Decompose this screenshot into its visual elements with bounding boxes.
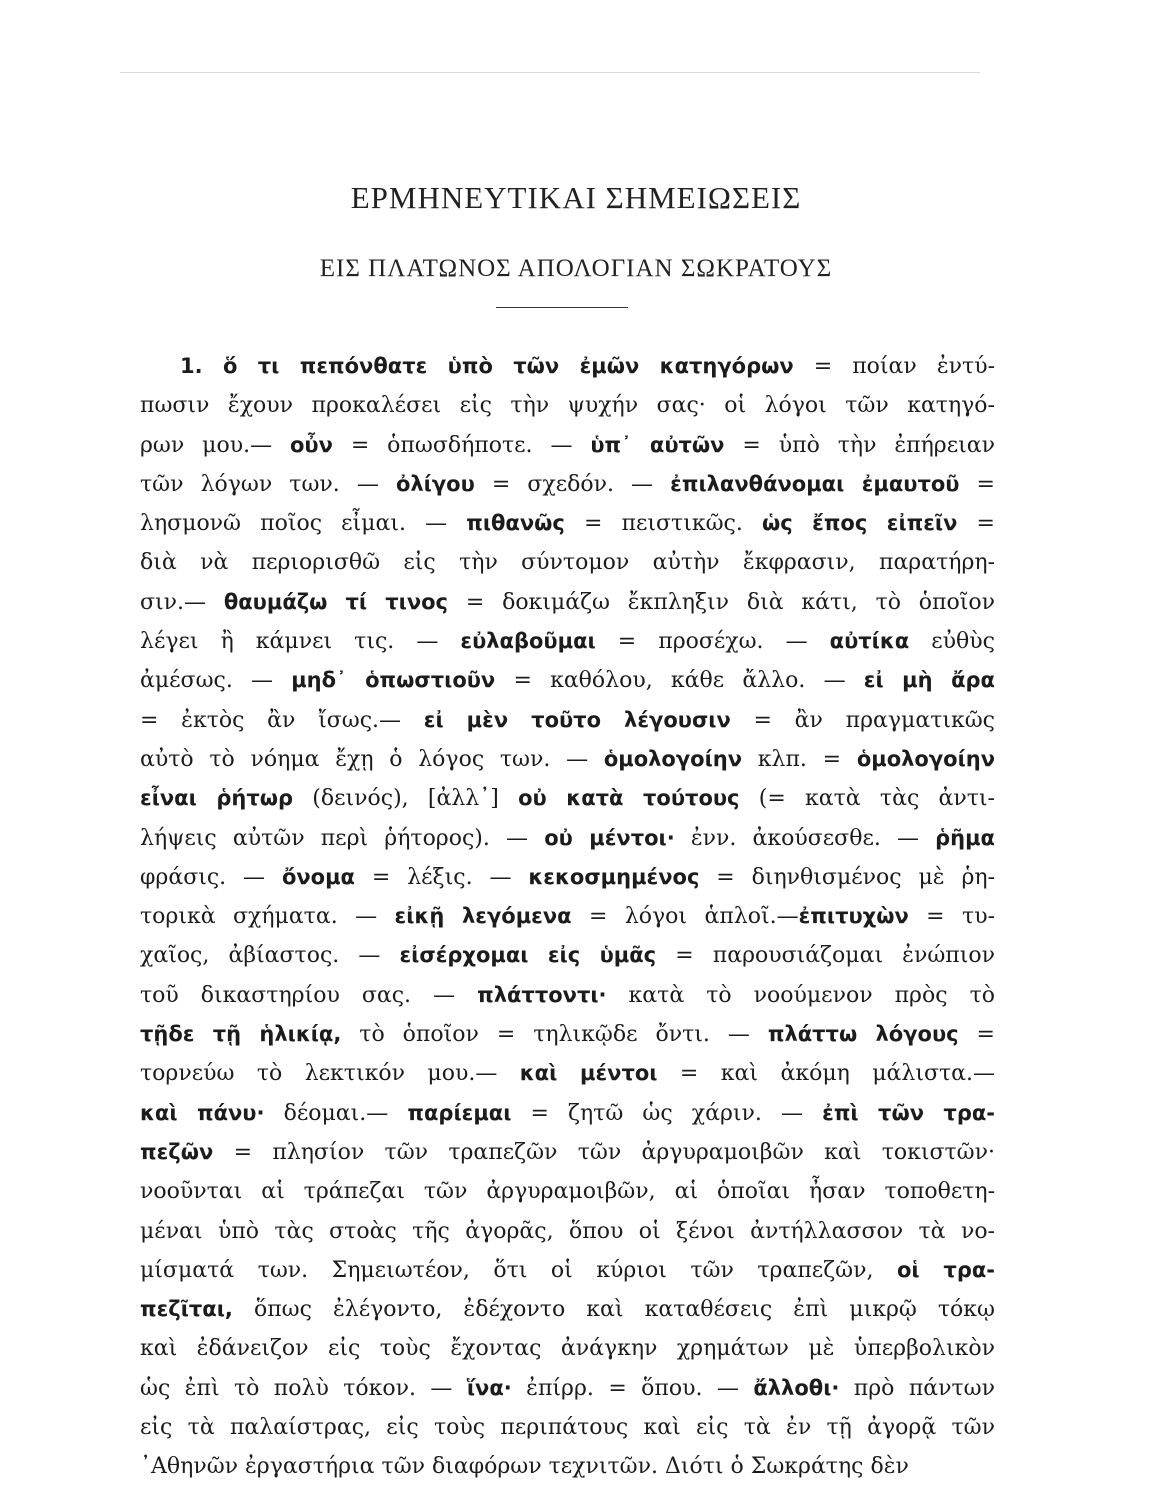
text-line [140, 543, 995, 582]
gloss-text: = προσέχω. — [595, 629, 830, 655]
text-line [140, 1133, 995, 1172]
lemma-term: 1. ὅ τι πεπόνθατε ὑπὸ τῶν ἐμῶν κατηγόρων [180, 354, 794, 378]
lemma-term: εἰσέρχομαι εἰς ὑμᾶς [399, 943, 657, 968]
text-line [140, 1172, 995, 1211]
text-line [140, 1290, 995, 1329]
gloss-text: κατὰ τὸ νοούμενον πρὸς τὸ [606, 982, 995, 1008]
text-line [140, 504, 995, 543]
gloss-text: λήψεις αὐτῶν περὶ ῥήτορος). — [140, 825, 545, 851]
gloss-text: τοῦ δικαστηρίου σας. — [140, 982, 478, 1008]
gloss-text: χαῖος, ἀβίαστος. — [140, 943, 400, 969]
gloss-text: = ποίαν ἐντύ- [793, 354, 995, 379]
lemma-term: εἶναι ῥήτωρ [140, 786, 294, 811]
text-line [140, 1212, 995, 1251]
gloss-text: ὅπως ἐλέγοντο, ἐδέχοντο καὶ καταθέσεις ἐπὶ μικρῷ τόκῳ [232, 1297, 995, 1323]
gloss-text: μέναι ὑπὸ τὰς στοὰς τῆς ἀγορᾶς, ὅπου οἱ ξένοι ἀντήλλασσον τὰ νο- [140, 1218, 995, 1244]
gloss-text: = τυ- [908, 904, 995, 930]
text-line [140, 1369, 995, 1408]
gloss-text: τορνεύω τὸ λεκτικόν μου.— [140, 1061, 520, 1087]
text-line [140, 1447, 995, 1486]
gloss-text: πρὸ πάντων [839, 1375, 995, 1401]
lemma-term: ῥῆμα [935, 825, 995, 850]
lemma-term: πιθανῶς [466, 511, 565, 536]
gloss-text: = [959, 471, 995, 497]
lemma-term: ὀλίγου [395, 471, 475, 496]
lemma-term: οἱ τρα- [896, 1257, 995, 1282]
text-line [140, 1015, 995, 1054]
gloss-text: εἰς τὰ παλαίστρας, εἰς τοὺς περιπάτους καὶ εἰς τὰ ἐν τῇ ἀγορᾷ τῶν [140, 1415, 995, 1441]
gloss-text: ρων μου.— [140, 432, 290, 458]
lemma-term: καὶ πάνυ· [140, 1100, 265, 1125]
lemma-term: τῇδε τῇ ἡλικίᾳ, [140, 1022, 342, 1047]
gloss-text: ᾽Αθηνῶν ἐργαστήρια τῶν διαφόρων τεχνιτῶν. Διότι ὁ Σωκράτης δὲν [140, 1454, 909, 1480]
text-line [140, 386, 995, 425]
gloss-text: κλπ. = [742, 746, 857, 772]
gloss-text: ἐπίρρ. = ὅπου. — [511, 1375, 754, 1401]
text-line [140, 661, 995, 700]
title-divider [496, 307, 628, 308]
lemma-term: πλάττοντι· [477, 982, 607, 1007]
lemma-term: πλάττω λόγους [767, 1022, 959, 1047]
gloss-text: λέγει ἢ κάμνει τις. — [140, 629, 461, 655]
text-line [140, 819, 995, 858]
text-line [140, 701, 995, 740]
gloss-text: (= κατὰ τὰς ἀντι- [739, 786, 995, 812]
text-line [140, 1408, 995, 1447]
lemma-term: ἵνα· [466, 1375, 512, 1400]
lemma-term: ἐπὶ τῶν τρα- [822, 1100, 995, 1125]
show-through-line [120, 60, 980, 73]
gloss-text: δέομαι.— [264, 1100, 408, 1126]
text-line [140, 347, 995, 386]
gloss-text: = ὁπωσδήποτε. — [332, 432, 591, 458]
gloss-text: τὸ ὁποῖον = τηλικῷδε ὄντι. — [341, 1022, 768, 1048]
gloss-text: αὐτὸ τὸ νόημα ἔχῃ ὁ λόγος των. — [140, 746, 604, 772]
lemma-term: εἰκῇ λεγόμενα [394, 904, 572, 929]
gloss-text: = ὑπὸ τὴν ἐπήρειαν [724, 432, 995, 458]
gloss-text: = καὶ ἀκόμη μάλιστα.— [657, 1061, 995, 1087]
gloss-text: τορικὰ σχήματα. — [140, 904, 395, 930]
lemma-term: ὑπ᾽ αὐτῶν [590, 432, 725, 457]
text-line [140, 740, 995, 779]
commentary-body [140, 347, 995, 1487]
lemma-term: ἐπιλανθάνομαι ἐμαυτοῦ [670, 471, 960, 496]
lemma-term: μηδ᾽ ὁπωστιοῦν [291, 668, 496, 693]
lemma-term: παρίεμαι [407, 1100, 512, 1125]
page-title: ΕΡΜΗΝΕΥΤΙΚΑΙ ΣΗΜΕΙΩΣΕΙΣ [350, 180, 802, 215]
gloss-text: ὡς ἐπὶ τὸ πολὺ τόκον. — [140, 1375, 467, 1401]
lemma-term: ὁμολογοίην [856, 746, 995, 771]
gloss-text: = δοκιμάζω ἔκπληξιν διὰ κάτι, τὸ ὁποῖον [448, 589, 995, 615]
gloss-text: = ἂν πραγματικῶς [730, 707, 995, 733]
gloss-text: = παρουσιάζομαι ἐνώπιον [656, 943, 995, 969]
text-line [140, 1251, 995, 1290]
gloss-text: πωσιν ἔχουν προκαλέσει εἰς τὴν ψυχήν σας· οἱ λόγοι τῶν κατηγό- [140, 393, 995, 419]
text-line [140, 426, 995, 465]
gloss-text: = διηνθισμένος μὲ ῥη- [699, 864, 995, 890]
gloss-text: = πλησίον τῶν τραπεζῶν τῶν ἀργυραμοιβῶν καὶ τοκιστῶν· [213, 1139, 995, 1165]
gloss-text: = ἐκτὸς ἂν ἴσως.— [140, 707, 424, 733]
gloss-text: = λόγοι ἁπλοῖ.— [571, 904, 799, 930]
text-line [140, 465, 995, 504]
gloss-text: = ζητῶ ὡς χάριν. — [511, 1100, 823, 1126]
lemma-term: ἐπιτυχὼν [798, 904, 909, 929]
text-line [140, 897, 995, 936]
gloss-text: τῶν λόγων των. — [140, 471, 396, 497]
text-line [140, 1329, 995, 1368]
text-line [140, 779, 995, 818]
gloss-text: ἐνν. ἀκούσεσθε. — [674, 825, 936, 851]
lemma-term: πεζῶν [140, 1139, 214, 1164]
gloss-text: καὶ ἐδάνειζον εἰς τοὺς ἔχοντας ἀνάγκην χρημάτων μὲ ὑπερβολικὸν [140, 1336, 995, 1362]
lemma-term: καὶ μέντοι [519, 1061, 658, 1086]
gloss-text: μίσματά των. Σημειωτέον, ὅτι οἱ κύριοι τῶν τραπεζῶν, [140, 1257, 897, 1283]
text-line [140, 1094, 995, 1133]
gloss-text: = [958, 1022, 995, 1048]
gloss-text: = λέξις. — [354, 864, 529, 890]
lemma-term: εἰ μὲν τοῦτο λέγουσιν [423, 707, 731, 732]
gloss-text: διὰ νὰ περιορισθῶ εἰς τὴν σύντομον αὐτὴν ἔκφρασιν, παρατήρη- [140, 550, 995, 576]
lemma-term: εὐλαβοῦμαι [460, 629, 596, 654]
lemma-term: ὡς ἔπος εἰπεῖν [761, 511, 958, 536]
page-subtitle: ΕΙΣ ΠΛΑΤΩΝΟΣ ΑΠΟΛΟΓΙΑΝ ΣΩΚΡΑΤΟΥΣ [319, 255, 833, 282]
lemma-term: ὁμολογοίην [603, 746, 743, 771]
gloss-text: νοοῦνται αἱ τράπεζαι τῶν ἀργυραμοιβῶν, αἱ ὁποῖαι ἦσαν τοποθετη- [140, 1179, 995, 1205]
lemma-term: οὐ κατὰ τούτους [518, 786, 740, 811]
text-line [140, 1054, 995, 1093]
gloss-text: ἀμέσως. — [140, 668, 292, 694]
lemma-term: θαυμάζω τί τινος [223, 589, 449, 614]
lemma-term: οὖν [290, 432, 333, 457]
text-line [140, 622, 995, 661]
lemma-term: ἄλλοθι· [753, 1375, 840, 1400]
gloss-text: = σχεδόν. — [474, 471, 671, 497]
gloss-text: (δεινός), [ἀλλ᾽] [293, 786, 519, 812]
gloss-text: = πειστικῶς. [564, 511, 762, 537]
lemma-term: αὐτίκα [829, 629, 910, 654]
lemma-term: οὐ μέντοι· [544, 825, 675, 850]
text-line [140, 936, 995, 975]
text-line [140, 583, 995, 622]
text-line [140, 858, 995, 897]
lemma-term: ὄνομα [281, 864, 355, 889]
gloss-text: εὐθὺς [909, 629, 995, 655]
lemma-term: κεκοσμημένος [528, 864, 700, 889]
lemma-term: εἰ μὴ ἄρα [863, 668, 995, 693]
lemma-term: πεζῖται, [140, 1297, 233, 1322]
gloss-text: = [957, 511, 995, 537]
gloss-text: σιν.— [140, 589, 224, 615]
gloss-text: φράσις. — [140, 864, 282, 890]
gloss-text: = καθόλου, κάθε ἄλλο. — [495, 668, 864, 694]
text-line [140, 976, 995, 1015]
gloss-text: λησμονῶ ποῖος εἶμαι. — [140, 511, 467, 537]
